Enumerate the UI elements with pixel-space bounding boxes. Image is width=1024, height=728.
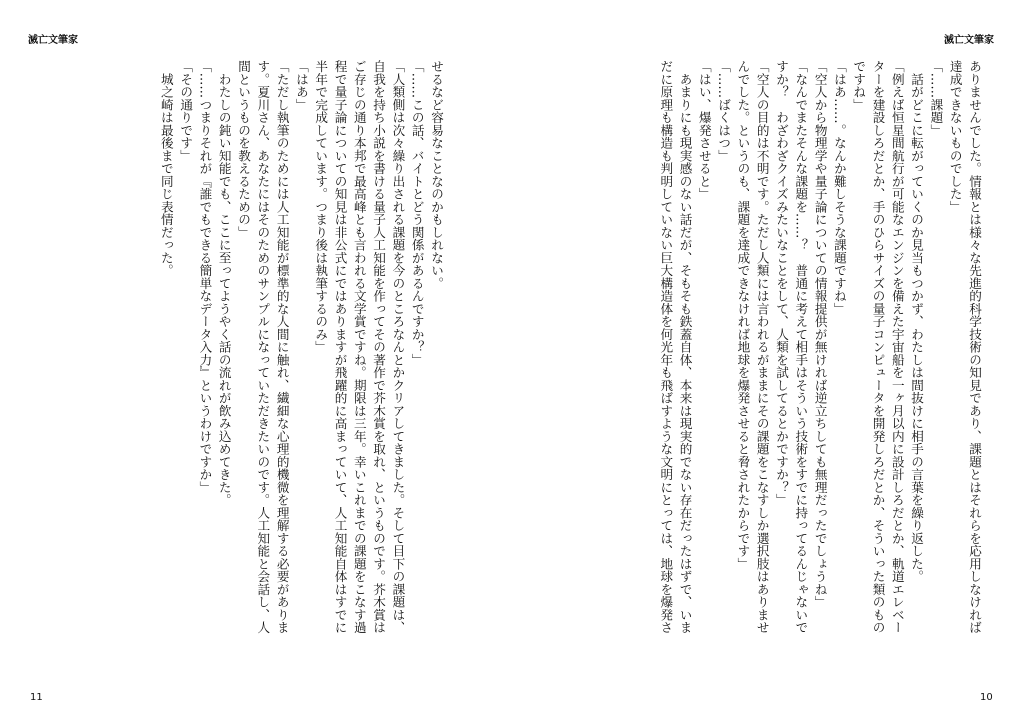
text-line: 「空人の目的は不明です。ただし人類には言われるがままにその課題をこなすしか選択肢はありませ xyxy=(754,60,770,634)
text-line: 話がどこに転がっていくのか見当もつかず、わたしは間抜けに相手の言葉を繰り返した。 xyxy=(909,60,925,583)
text-line: 「ただし執筆のためには人工知能が標準的な人間に触れ、繊細な心理的機微を理解する必要がありま xyxy=(274,60,290,634)
text-line: す。夏川さん、あなたにはそのためのサンプルになっていただきたいのです。人工知能と会話し、人 xyxy=(255,60,271,634)
page-number-left: 11 xyxy=(30,692,43,703)
text-line: 自我を持ち小説を書ける量子人工知能を作ってその著作で芥木賞を取れ、というものです。芥木賞は xyxy=(371,60,387,634)
text-line: ご存じの通り本邦で最高峰とも言われる文学賞ですね。期限は三年。幸いこれまでの課題をこなす過 xyxy=(351,60,367,634)
running-head-right: 滅亡文筆家 xyxy=(944,35,994,46)
text-line: 「……この話、バイトとどう関係があるんですか？」 xyxy=(409,60,425,366)
text-line: ですね」 xyxy=(851,60,867,111)
text-line: あまりにも現実感のない話だが、そもそも鉄蓋自体、本来は現実的でない存在だったはずで、いま xyxy=(677,60,693,634)
text-line: 「その通りです」 xyxy=(178,60,194,162)
text-line: 城之崎は最後まで同じ表情だった。 xyxy=(158,60,174,277)
text-line: 「なんでまたそんな課題を……？ 普通に考えて相手はそういう技術をすでに持ってるんじゃないで xyxy=(793,60,809,634)
text-line: すか？ わざわざクイズみたいなことをして、人類を試してるとかですか？」 xyxy=(774,60,790,507)
text-line: わたしの鈍い知能でも、ここに至ってようやく話の流れが飲み込めてきた。 xyxy=(216,60,232,507)
text-line: ありませんでした。情報とは様々な先進的科学技術の知見であり、課題とはそれらを応用しなければ xyxy=(967,60,982,634)
text-line: 「はあ」 xyxy=(293,60,309,111)
text-line: 「空人から物理学や量子論についての情報提供が無ければ逆立ちしても無理だったでしょうね」 xyxy=(812,60,828,609)
text-line: 「例えば恒星間航行が可能なエンジンを備えた宇宙船を一ヶ月以内に設計しろだとか、軌道エレベー xyxy=(889,60,905,634)
right-page-body xyxy=(628,60,984,660)
text-line: 「……ばくはつ」 xyxy=(716,60,732,162)
text-line: 達成できないものでした」 xyxy=(947,60,963,213)
text-line: 「……つまりそれが『誰でもできる簡単なデータ入力』というわけですか」 xyxy=(197,60,213,494)
text-line: だに原理も構造も判明していない巨大構造体を何光年も飛ばすような文明にとっては、地球を爆発さ xyxy=(658,60,674,634)
text-line: 程で量子論についての知見は非公式にではありますが飛躍的に高まっていて、人工知能自体はすでに xyxy=(332,60,348,634)
text-line: 「はあ……。なんか難しそうな課題ですね」 xyxy=(831,60,847,315)
text-line: 「……課題」 xyxy=(928,60,944,137)
running-head-left: 滅亡文筆家 xyxy=(28,35,78,46)
text-line: 「はい、爆発させると」 xyxy=(696,60,712,201)
text-line: 間というものを教えるための」 xyxy=(236,60,252,239)
text-line: ターを建設しろだとか、手のひらサイズの量子コンピュータを開発しろだとか、そういった類のもの xyxy=(870,60,886,634)
left-page-body xyxy=(92,60,446,660)
text-line: 半年で完成しています。つまり後は執筆するのみ」 xyxy=(313,60,329,354)
text-line: んでした。というのも、課題を達成できなければ地球を爆発させると脅されたからです」 xyxy=(735,60,751,570)
text-line: せるなど容易なことなのかもしれない。 xyxy=(429,60,444,290)
page-number-right: 10 xyxy=(980,692,993,703)
text-line: 「人類側は次々繰り出される課題を今のところなんとかクリアしてきました。そして目下の課題は、 xyxy=(390,60,406,634)
